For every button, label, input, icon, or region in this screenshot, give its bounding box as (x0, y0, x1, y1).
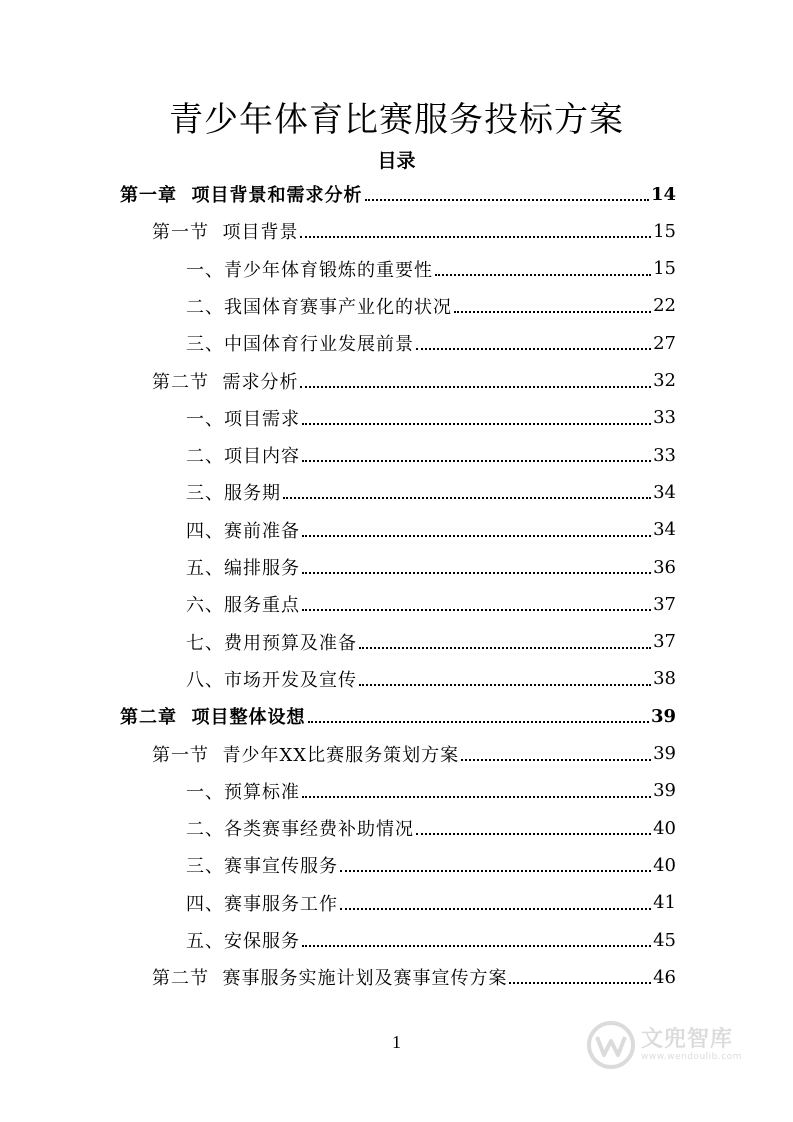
toc-entry-label: 第二章 项目整体设想 (120, 707, 306, 729)
toc-entry[interactable] (186, 437, 676, 473)
toc-entry[interactable] (186, 661, 676, 697)
toc-entry-page: 34 (653, 481, 676, 503)
toc-entry[interactable] (186, 773, 676, 809)
toc-entry-page: 40 (653, 817, 676, 839)
toc-leader-dots (454, 311, 651, 313)
toc-leader-dots (509, 982, 651, 984)
toc-entry-label: 第二节 需求分析 (152, 371, 299, 393)
toc-entry[interactable] (186, 624, 676, 660)
toc-heading: 目录 (377, 150, 416, 172)
toc-entry-label: 四、赛前准备 (186, 520, 300, 542)
toc-entry-label: 二、我国体育赛事产业化的状况 (186, 296, 452, 318)
document-title: 青少年体育比赛服务投标方案 (169, 100, 624, 140)
toc-entry-page: 39 (653, 743, 676, 764)
watermark-text: 文兜智库 (641, 1026, 734, 1052)
toc-entry-page: 34 (653, 519, 676, 541)
watermark (585, 1016, 765, 1074)
toc-entry-label: 三、中国体育行业发展前景 (186, 334, 414, 356)
toc-entry-page: 41 (653, 892, 676, 914)
toc-leader-dots (461, 759, 651, 761)
toc-leader-dots (308, 721, 649, 723)
toc-entry-label: 第二节 赛事服务实施计划及赛事宣传方案 (152, 968, 508, 990)
toc-leader-dots (300, 386, 651, 388)
toc-entry-page: 14 (650, 183, 676, 205)
toc-entry-label: 七、费用预算及准备 (186, 632, 357, 654)
page-number: 1 (392, 1032, 401, 1052)
toc-entry[interactable] (186, 325, 676, 361)
toc-leader-dots (340, 870, 651, 872)
toc-leader-dots (340, 908, 651, 910)
toc-entry-label: 一、项目需求 (186, 408, 300, 430)
toc-entry-label: 第一节 青少年XX比赛服务策划方案 (152, 744, 460, 766)
toc-entry[interactable] (186, 549, 676, 585)
toc-entry[interactable] (186, 885, 676, 921)
toc-leader-dots (302, 460, 651, 462)
toc-leader-dots (359, 647, 651, 649)
toc-entry-page: 33 (653, 407, 676, 429)
toc-entry-label: 三、服务期 (186, 483, 281, 505)
toc-entry-page: 45 (653, 929, 676, 951)
toc-entry-page: 33 (653, 444, 676, 466)
toc-entry-label: 一、青少年体育锻炼的重要性 (186, 259, 433, 281)
toc-entry-page: 27 (653, 332, 676, 354)
toc-leader-dots (365, 199, 649, 201)
toc-entry-page: 32 (653, 370, 676, 391)
toc-entry-label: 三、赛事宣传服务 (186, 856, 338, 878)
toc-entry-page: 46 (653, 966, 676, 988)
toc-entry-page: 15 (653, 258, 676, 280)
toc-entry-label: 二、项目内容 (186, 446, 300, 468)
toc-leader-dots (283, 497, 651, 499)
toc-entry[interactable] (186, 474, 676, 510)
toc-entry-page: 40 (653, 854, 676, 876)
toc-leader-dots (435, 274, 651, 276)
toc-entry-label: 五、编排服务 (186, 558, 300, 579)
toc-leader-dots (302, 796, 651, 798)
toc-entry-page: 38 (653, 668, 676, 690)
toc-leader-dots (302, 423, 651, 425)
toc-leader-dots (302, 609, 651, 611)
toc-entry-label: 第一节 项目背景 (152, 222, 299, 244)
toc-entry-label: 五、安保服务 (186, 931, 300, 952)
toc-entry-label: 四、赛事服务工作 (186, 893, 338, 915)
toc-entry[interactable] (152, 213, 676, 249)
toc-entry-label: 一、预算标准 (186, 781, 300, 803)
toc-entry[interactable] (186, 586, 676, 622)
toc-entry-label: 八、市场开发及宣传 (186, 669, 357, 691)
toc-entry-page: 39 (650, 705, 676, 727)
toc-leader-dots (302, 945, 651, 947)
toc-leader-dots (300, 236, 651, 238)
toc-entry-page: 36 (653, 556, 676, 578)
toc-leader-dots (359, 684, 651, 686)
toc-entry[interactable] (186, 400, 676, 436)
toc-entry[interactable] (186, 512, 676, 548)
toc-entry-page: 22 (653, 295, 676, 317)
toc-entry-page: 15 (653, 220, 676, 242)
toc-entry-label: 第一章 项目背景和需求分析 (120, 185, 363, 206)
toc-entry[interactable] (120, 176, 676, 212)
toc-entry-page: 37 (653, 593, 676, 615)
toc-entry-page: 37 (653, 631, 676, 653)
toc-entry-page: 39 (653, 780, 676, 802)
toc-entry-label: 二、各类赛事经费补助情况 (186, 819, 414, 841)
toc-entry[interactable] (186, 810, 676, 846)
toc-entry[interactable] (186, 847, 676, 883)
toc-entry[interactable] (120, 698, 676, 734)
toc-leader-dots (302, 535, 651, 537)
toc-entry[interactable] (152, 959, 676, 995)
w-logo-icon (585, 1019, 637, 1071)
toc-entry-label: 六、服务重点 (186, 595, 300, 617)
toc-leader-dots (416, 833, 651, 835)
toc-leader-dots (416, 348, 651, 350)
toc-leader-dots (302, 572, 651, 574)
toc-entry[interactable] (186, 922, 676, 958)
toc-entry[interactable] (186, 251, 676, 287)
watermark-subtext: www.wendoulib.com (641, 1051, 742, 1062)
toc-entry[interactable] (186, 288, 676, 324)
toc-entry[interactable] (152, 736, 676, 772)
toc-entry[interactable] (152, 363, 676, 399)
